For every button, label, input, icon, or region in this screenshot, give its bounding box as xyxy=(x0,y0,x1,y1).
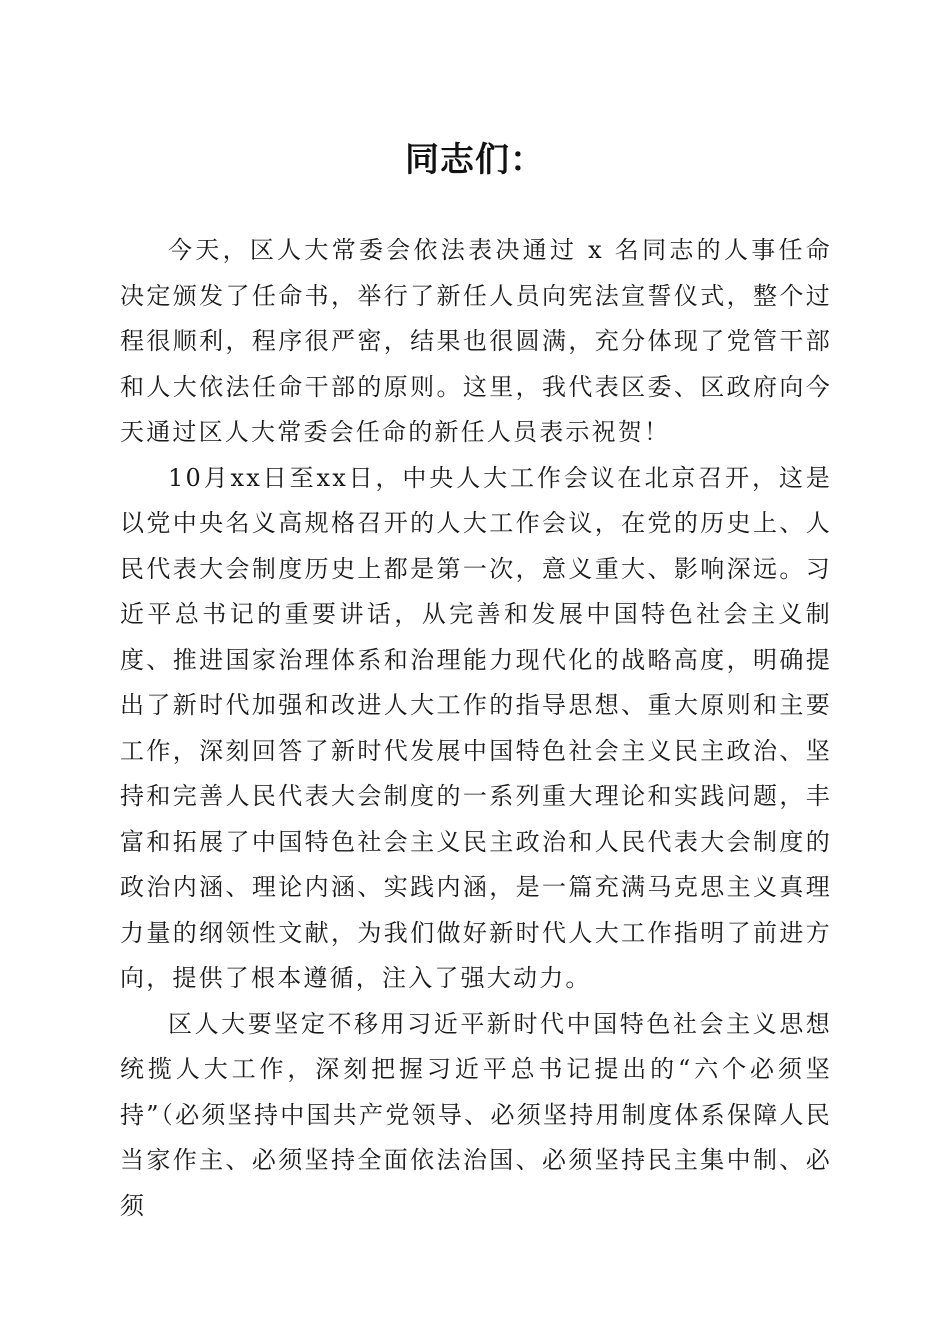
paragraph-1: 今天，区人大常委会依法表决通过 x 名同志的人事任命决定颁发了任命书，举行了新任人员向宪法宣誓仪式，整个过程很顺利，程序很严密，结果也很圆满，充分体现了党管干部和人大依法任命干部的原则。这里，我代表区委、区政府向今天通过区人大常委会任命的新任人员表示祝贺！ xyxy=(120,236,832,446)
paragraph-2: 10月xx日至xx日，中央人大工作会议在北京召开，这是以党中央名义高规格召开的人大工作会议，在党的历史上、人民代表大会制度历史上都是第一次，意义重大、影响深远。习近平总书记的重要讲话，从完善和发展中国特色社会主义制度、推进国家治理体系和治理能力现代化的战略高度，明确提出了新时代加强和改进人大工作的指导思想、重大原则和主要工作，深刻回答了新时代发展中国特色社会主义民主政治、坚持和完善人民代表大会制度的一系列重大理论和实践问题，丰富和拓展了中国特色社会主义民主政治和人民代表大会制度的政治内涵、理论内涵、实践内涵，是一篇充满马克思主义真理力量的纲领性文献，为我们做好新时代人大工作指明了前进方向，提供了根本遵循，注入了强大动力。 xyxy=(120,463,832,992)
paragraph-3: 区人大要坚定不移用习近平新时代中国特色社会主义思想统揽人大工作，深刻把握习近平总书记提出的“六个必须坚持”（必须坚持中国共产党领导、必须坚持用制度体系保障人民当家作主、必须坚持全面依法治国、必须坚持民主集中制、必须 xyxy=(120,1009,832,1220)
document-body xyxy=(120,228,832,1229)
document-title: 同志们： xyxy=(405,140,545,180)
